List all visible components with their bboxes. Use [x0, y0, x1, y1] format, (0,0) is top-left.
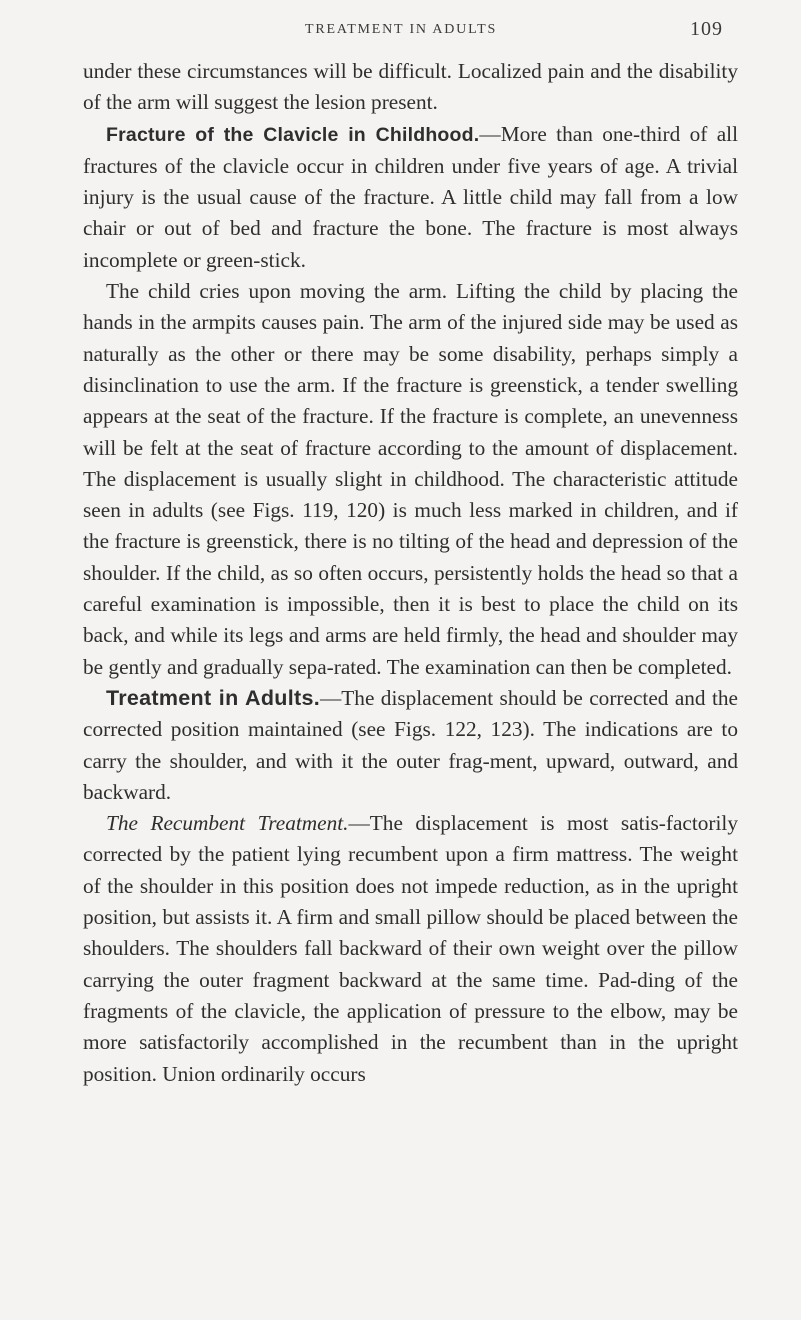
section-heading-treatment-adults: Treatment in Adults. [106, 685, 320, 710]
paragraph-symptoms [83, 276, 738, 683]
subheading-recumbent-treatment: The Recumbent Treatment. [106, 811, 349, 836]
paragraph-clavicle-childhood [83, 119, 738, 276]
paragraph-continuation [83, 56, 738, 119]
paragraph-recumbent-treatment [83, 808, 738, 1090]
body-text [83, 56, 738, 1090]
section-heading-clavicle-childhood: Fracture of the Clavicle in Childhood. [106, 123, 480, 146]
paragraph-text: under these circumstances will be difficult. Localized pain and the disability of the arm will suggest the lesion present. [83, 59, 738, 115]
running-head [0, 18, 801, 42]
paragraph-treatment-adults [83, 683, 738, 808]
page-number: 109 [690, 18, 723, 40]
running-title: TREATMENT IN ADULTS [305, 22, 498, 37]
paragraph-text: —The displacement is most satis-factorily corrected by the patient lying recumbent upon a firm mattress. The weight of the shoulder in this position does not impede reduction, as in the upright position, but assists it. A firm and small pillow should be placed between the shoulders. The shoulders fall backward of their own weight over the pillow carrying the outer fragment backward at the same time. Pad-ding of the fragments of the clavicle, the application of pressure to the elbow, may be more satisfactorily accomplished in the recumbent than in the upright position. Union ordinarily occurs [83, 811, 739, 1086]
paragraph-text: —The displacement should be corrected and the corrected position maintained (see Figs. 122, 123). The indications are to carry the shoulder, and with it the outer frag-ment, upward, outward, and backward. [83, 685, 738, 804]
paragraph-text: —More than one-third of all fractures of the clavicle occur in children under five years of age. A trivial injury is the usual cause of the fracture. A little child may fall from a low chair or out of bed and fracture the bone. The fracture is most always incomplete or green-stick. [83, 121, 738, 272]
paragraph-text: The child cries upon moving the arm. Lifting the child by placing the hands in the armpits causes pain. The arm of the injured side may be used as naturally as the other or there may be some disability, perhaps simply a disinclination to use the arm. If the fracture is greenstick, a tender swelling appears at the seat of the fracture. If the fracture is complete, an unevenness will be felt at the seat of fracture according to the amount of displacement. The displacement is usually slight in childhood. The characteristic attitude seen in adults (see Figs. 119, 120) is much less marked in children, and if the fracture is greenstick, there is no tilting of the head and depression of the shoulder. If the child, as so often occurs, persistently holds the head so that a careful examination is impossible, then it is best to place the child on its back, and while its legs and arms are held firmly, the head and shoulder may be gently and gradually sepa-rated. The examination can then be completed. [83, 279, 738, 679]
